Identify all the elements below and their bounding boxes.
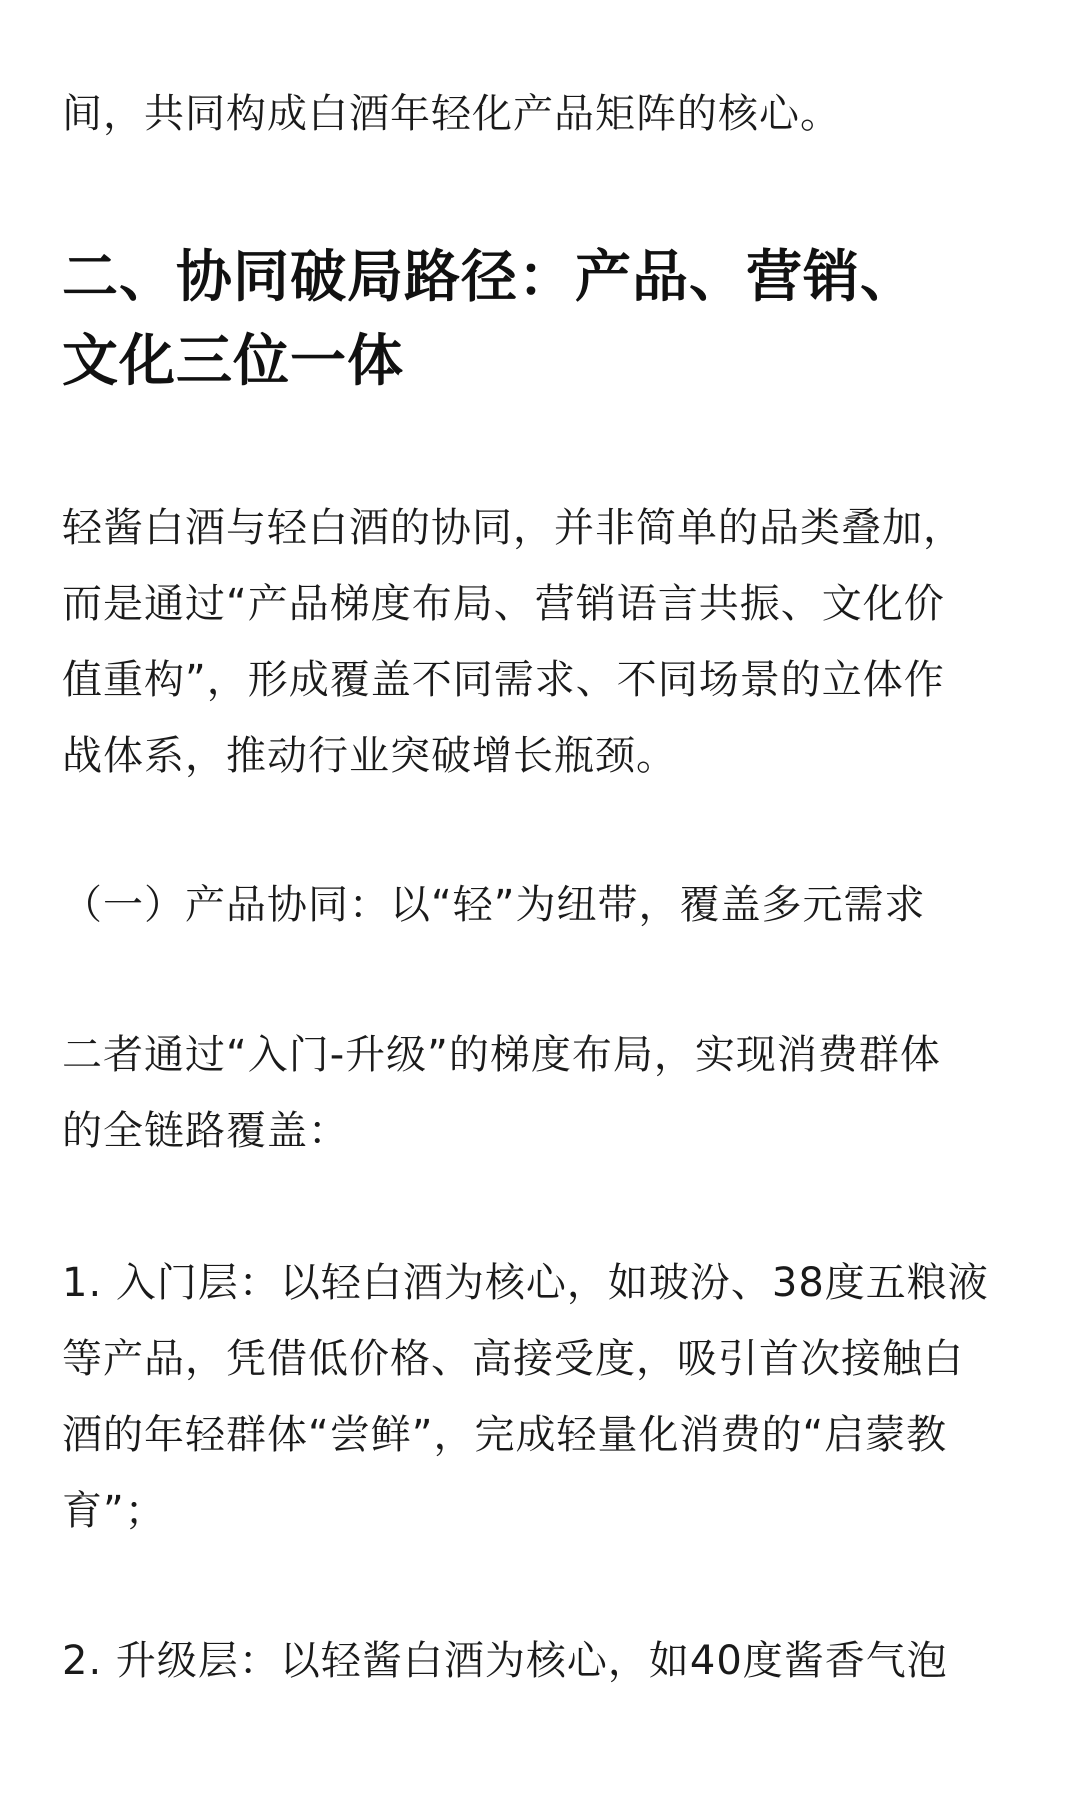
item1-line-4: 育”； — [62, 1488, 166, 1534]
section-heading-line-1: 二、协同破局路径：产品、营销、 — [62, 245, 917, 310]
lead-line-2: 的全链路覆盖： — [62, 1108, 349, 1154]
body-line-1: 轻酱白酒与轻白酒的协同，并非简单的品类叠加， — [62, 505, 964, 551]
subheading — [62, 867, 925, 943]
section-heading-line-2: 文化三位一体 — [62, 329, 404, 394]
body-line-4: 战体系，推动行业突破增长瓶颈。 — [62, 733, 677, 779]
subheading-text: （一）产品协同：以“轻”为纽带，覆盖多元需求 — [62, 882, 926, 928]
body-line-3: 值重构”，形成覆盖不同需求、不同场景的立体作 — [62, 657, 945, 703]
list-item-entry-level — [62, 1245, 989, 1549]
body-paragraph — [62, 490, 964, 794]
lead-paragraph — [62, 1017, 941, 1169]
lead-line-1: 二者通过“入门-升级”的梯度布局，实现消费群体 — [62, 1032, 941, 1078]
item1-line-1: 1. 入门层：以轻白酒为核心，如玻汾、38度五粮液 — [62, 1260, 989, 1306]
list-item-upgrade-level — [62, 1623, 948, 1699]
item1-line-3: 酒的年轻群体“尝鲜”，完成轻量化消费的“启蒙教 — [62, 1412, 948, 1458]
item1-line-2: 等产品，凭借低价格、高接受度，吸引首次接触白 — [62, 1336, 964, 1382]
body-line-2: 而是通过“产品梯度布局、营销语言共振、文化价 — [62, 581, 945, 627]
intro-paragraph — [62, 76, 841, 152]
item2-line-1: 2. 升级层：以轻酱白酒为核心，如40度酱香气泡 — [62, 1638, 948, 1684]
section-heading — [62, 236, 917, 404]
intro-line: 间，共同构成白酒年轻化产品矩阵的核心。 — [62, 91, 841, 137]
